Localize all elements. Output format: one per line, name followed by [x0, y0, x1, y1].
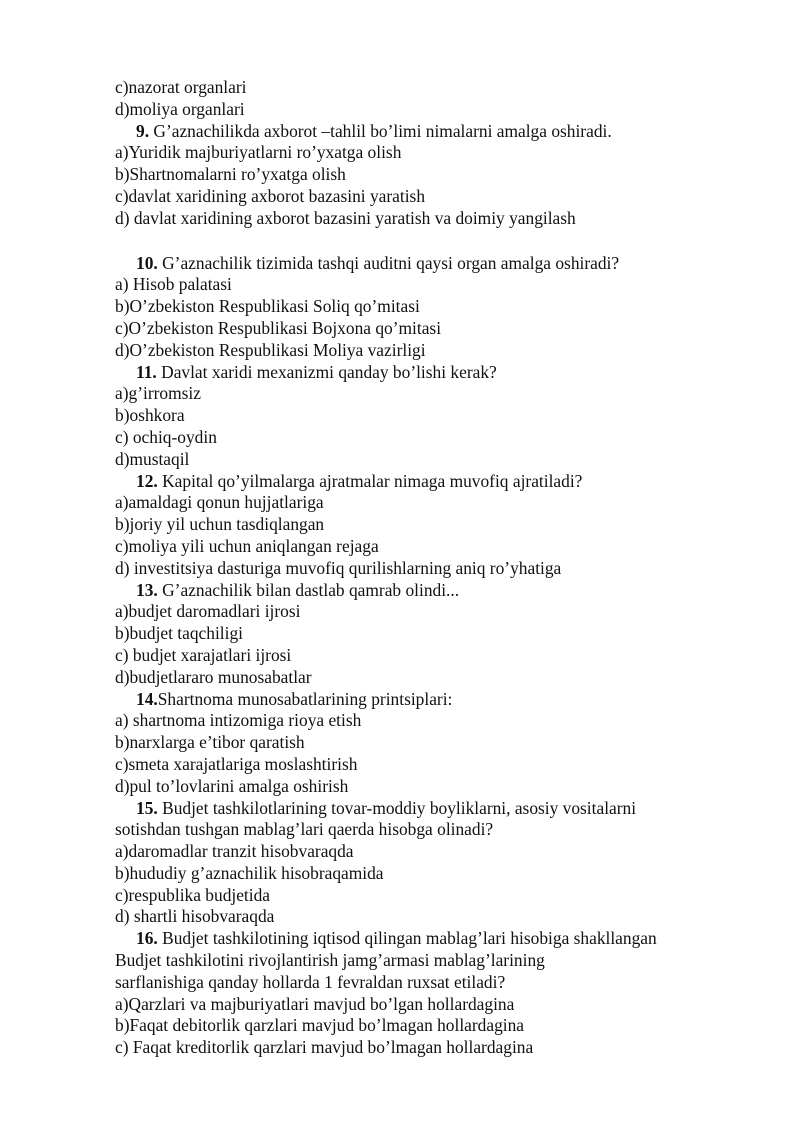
question-line: [115, 471, 755, 493]
answer-option: a)Yuridik majburiyatlarni ro’yxatga olish: [115, 142, 402, 163]
document-body: [115, 77, 755, 1059]
answer-option: Budjet tashkilotini rivojlantirish jamg’armasi mablag’larining: [115, 950, 545, 971]
answer-option: c)O’zbekiston Respublikasi Bojxona qo’mitasi: [115, 317, 442, 338]
answer-option: c)nazorat organlari: [115, 77, 247, 97]
answer-option: d) investitsiya dasturiga muvofiq qurilishlarning aniq ro’yhatiga: [115, 557, 562, 578]
answer-option: b)O’zbekiston Respublikasi Soliq qo’mitasi: [115, 296, 420, 317]
answer-option: b)budjet taqchiligi: [115, 623, 243, 644]
question-line: [115, 689, 755, 711]
question-number: 16.: [136, 928, 158, 949]
answer-option: b)joriy yil uchun tasdiqlangan: [115, 514, 325, 535]
answer-option: b)Faqat debitorlik qarzlari mavjud bo’lmagan hollardagina: [115, 1015, 525, 1036]
paragraph-gap: [115, 230, 755, 253]
question-number: 14.: [136, 688, 158, 709]
answer-option: d) davlat xaridining axborot bazasini yaratish va doimiy yangilash: [115, 207, 576, 228]
answer-option: a)Qarzlari va majburiyatlari mavjud bo’lgan hollardagina: [115, 993, 515, 1014]
answer-option: d)O’zbekiston Respublikasi Moliya vazirligi: [115, 339, 426, 360]
answer-option: b)hududiy g’aznachilik hisobraqamida: [115, 862, 384, 883]
question-text: Budjet tashkilotining iqtisod qilingan mablag’lari hisobiga shakllangan: [157, 928, 657, 949]
answer-option: c) Faqat kreditorlik qarzlari mavjud bo’lmagan hollardagina: [115, 1037, 534, 1058]
question-number: 13.: [136, 579, 158, 600]
answer-option: d) shartli hisobvaraqda: [115, 906, 275, 927]
answer-option: d)budjetlararo munosabatlar: [115, 666, 312, 687]
answer-option: a)g’irromsiz: [115, 383, 201, 404]
question-text: Kapital qo’yilmalarga ajratmalar nimaga muvofiq ajratiladi?: [157, 470, 583, 491]
answer-option: sotishdan tushgan mablag’lari qaerda hisobga olinadi?: [115, 819, 494, 840]
question-text: G’aznachilik tizimida tashqi auditni qaysi organ amalga oshiradi?: [157, 252, 620, 273]
answer-option: b)Shartnomalarni ro’yxatga olish: [115, 164, 346, 185]
answer-option: c)davlat xaridining axborot bazasini yaratish: [115, 185, 426, 206]
answer-option: d)mustaqil: [115, 448, 190, 469]
answer-option: a)amaldagi qonun hujjatlariga: [115, 492, 324, 513]
question-number: 12.: [136, 470, 158, 491]
question-text: Shartnoma munosabatlarining printsiplari:: [157, 688, 453, 709]
answer-option: a) Hisob palatasi: [115, 274, 232, 295]
question-line: [115, 362, 755, 384]
answer-option: d)moliya organlari: [115, 98, 245, 119]
question-line: [115, 928, 755, 950]
question-number: 11.: [136, 361, 157, 382]
answer-option: a)budjet daromadlari ijrosi: [115, 601, 301, 622]
answer-option: b)narxlarga e’tibor qaratish: [115, 732, 305, 753]
question-line: [115, 253, 755, 275]
answer-option: b)oshkora: [115, 405, 185, 426]
answer-option: c)respublika budjetida: [115, 884, 271, 905]
answer-option: a)daromadlar tranzit hisobvaraqda: [115, 841, 354, 862]
answer-option: c) budjet xarajatlari ijrosi: [115, 644, 292, 665]
question-line: [115, 580, 755, 602]
question-number: 10.: [136, 252, 158, 273]
question-text: Davlat xaridi mexanizmi qanday bo’lishi kerak?: [156, 361, 497, 382]
question-text: G’aznachilik bilan dastlab qamrab olindi...: [157, 579, 460, 600]
answer-option: d)pul to’lovlarini amalga oshirish: [115, 775, 349, 796]
question-text: Budjet tashkilotlarining tovar-moddiy boyliklarni, asosiy vositalarni: [157, 797, 637, 818]
question-line: [115, 798, 755, 820]
question-line: [115, 121, 755, 143]
answer-option: a) shartnoma intizomiga rioya etish: [115, 710, 362, 731]
question-text: G’aznachilikda axborot –tahlil bo’limi nimalarni amalga oshiradi.: [149, 120, 612, 141]
answer-option: c)smeta xarajatlariga moslashtirish: [115, 753, 358, 774]
answer-option: sarflanishiga qanday hollarda 1 fevraldan ruxsat etiladi?: [115, 971, 506, 992]
question-number: 9.: [136, 120, 150, 141]
answer-option: c)moliya yili uchun aniqlangan rejaga: [115, 535, 379, 556]
answer-option: c) ochiq-oydin: [115, 426, 217, 447]
question-number: 15.: [136, 797, 158, 818]
